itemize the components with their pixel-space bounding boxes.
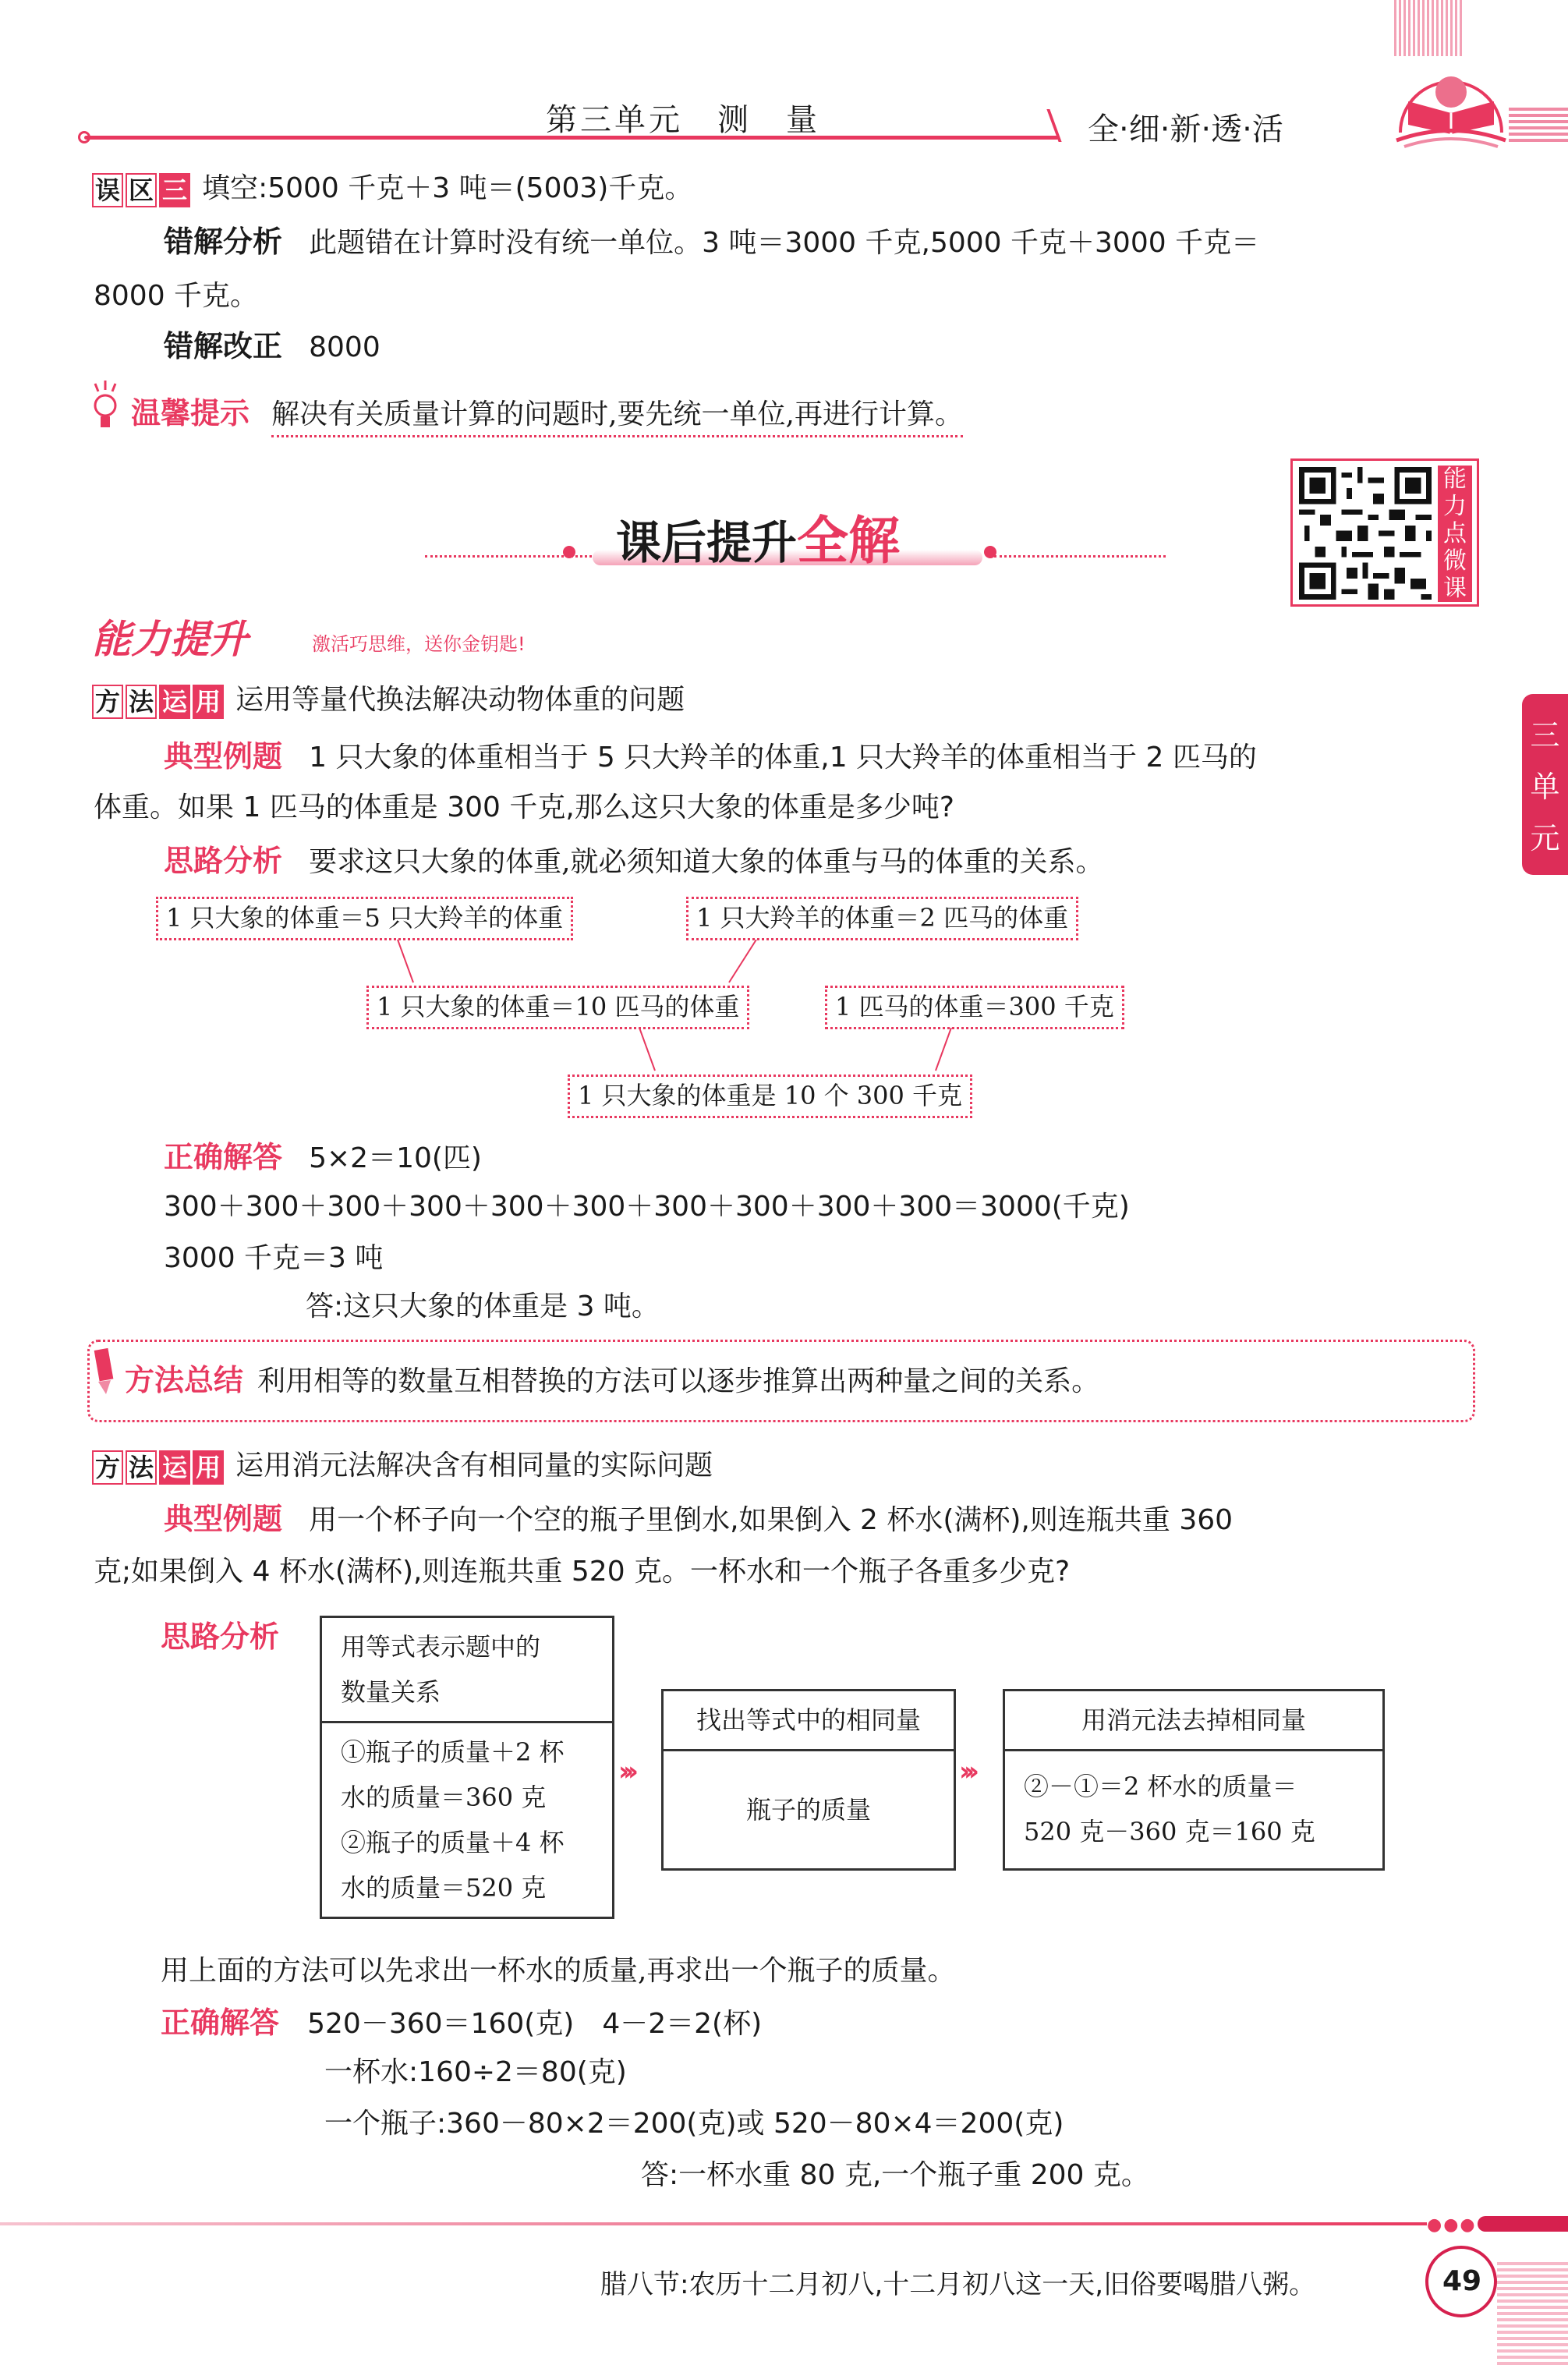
answer-line: 3000 千克＝3 吨 (164, 1242, 384, 1274)
flow-column-1 (320, 1616, 614, 1919)
page-number: 49 (1442, 2265, 1482, 2297)
method2-answer-row (161, 2006, 762, 2041)
flow-text: 520 克－360 克＝160 克 (1024, 1817, 1315, 1846)
example-text: 1 只大象的体重相当于 5 只大羚羊的体重,1 只大羚羊的体重相当于 2 匹马的 (309, 742, 1257, 774)
method2-title: 运用消元法解决含有相同量的实际问题 (235, 1450, 713, 1482)
answer-line: 300＋300＋300＋300＋300＋300＋300＋300＋300＋300＝3000(千克) (164, 1191, 1130, 1223)
thinking-label: 思路分析 (161, 1620, 280, 1654)
flow-column-body (1005, 1751, 1382, 1868)
method-tag-char: 方 (92, 685, 123, 719)
unit-side-tab[interactable] (1522, 694, 1568, 875)
flow-column-body: 瓶子的质量 (745, 1795, 871, 1825)
double-chevron-right-icon: ››› (618, 1756, 633, 1787)
tip-row (131, 396, 963, 432)
footer-bar (1478, 2216, 1568, 2232)
flow-result-box: 1 只大象的体重是 10 个 300 千克 (568, 1075, 972, 1118)
method2-heading (92, 1447, 713, 1485)
banner-line-right (994, 555, 1166, 558)
flow-column-header: 用消元法去掉相同量 (1005, 1691, 1382, 1751)
double-chevron-right-icon: ››› (959, 1756, 974, 1787)
footer-stripes (1497, 2261, 1568, 2365)
flow-text: 数量关系 (341, 1677, 441, 1707)
analysis-text: 此题错在计算时没有统一单位。3 吨＝3000 千克,5000 千克＋3000 千克＝ (309, 227, 1260, 259)
flow-text: 水的质量＝520 克 (341, 1873, 547, 1903)
banner-title-black: 课后提升 (616, 516, 798, 569)
example-label: 典型例题 (164, 739, 283, 774)
qr-label-char: 微 (1443, 547, 1467, 575)
answer-line: 520－360＝160(克) 4－2＝2(杯) (307, 2008, 763, 2040)
flow-column-3 (1003, 1689, 1385, 1871)
flow-text: ②瓶子的质量＋4 杯 (341, 1828, 565, 1857)
qr-code-icon[interactable] (1299, 467, 1432, 600)
qr-label-char: 能 (1443, 466, 1467, 493)
flow-column-header (322, 1618, 612, 1723)
method-tag-char: 方 (92, 1450, 123, 1485)
tip-label: 温馨提示 (131, 396, 250, 430)
qr-label-char: 力 (1443, 493, 1467, 520)
flow-text: ②－①＝2 杯水的质量＝ (1024, 1772, 1297, 1801)
method-tag-char: 运 (159, 685, 190, 719)
flow-connector (624, 1028, 1014, 1075)
ability-subtitle: 激活巧思维，送你金钥匙! (312, 633, 526, 655)
thinking-label: 思路分析 (164, 844, 283, 878)
flow-connector (374, 940, 780, 986)
mistake-tag-number: 三 (159, 173, 190, 207)
section-banner-title (616, 499, 900, 573)
flow-column-header: 找出等式中的相同量 (664, 1691, 954, 1751)
side-tab-char: 元 (1530, 821, 1560, 855)
flow-box: 1 只大象的体重＝5 只大羚羊的体重 (156, 897, 573, 940)
answer-final: 答:一杯水重 80 克,一个瓶子重 200 克。 (641, 2159, 1149, 2191)
bridge-text: 用上面的方法可以先求出一杯水的质量,再求出一个瓶子的质量。 (161, 1955, 956, 1987)
mistake-tag-char: 误 (92, 173, 123, 207)
method1-heading (92, 682, 685, 719)
method-tag-char: 法 (126, 685, 157, 719)
flow-column-body (322, 1723, 612, 1917)
footer-divider (0, 2222, 1427, 2225)
side-tab-char: 三 (1530, 718, 1560, 752)
example-text-cont: 克;如果倒入 4 杯水(满杯),则连瓶共重 520 克。一杯水和一个瓶子各重多少克? (94, 1556, 1071, 1588)
correction-row (164, 329, 380, 365)
method1-example-row (164, 739, 1257, 775)
footer-dots: ●●● (1427, 2215, 1477, 2235)
qr-label-char: 点 (1443, 520, 1467, 547)
mistake-question: 填空:5000 千克＋3 吨＝(5003)千克。 (202, 172, 693, 204)
answer-final: 答:这只大象的体重是 3 吨。 (306, 1290, 660, 1322)
example-label: 典型例题 (164, 1502, 283, 1536)
analysis-row (164, 225, 1259, 260)
method-tag-char: 法 (126, 1450, 157, 1485)
qr-label-char: 课 (1443, 575, 1467, 602)
answer-label: 正确解答 (164, 1140, 283, 1174)
example-text-cont: 体重。如果 1 匹马的体重是 300 千克,那么这只大象的体重是多少吨? (94, 791, 954, 823)
lightbulb-icon (87, 381, 123, 432)
method1-answer-row (164, 1140, 482, 1176)
header-slogan: 全·细·新·透·活 (1088, 112, 1283, 147)
flow-box: 1 匹马的体重＝300 千克 (825, 986, 1124, 1029)
side-tab-char: 单 (1530, 770, 1560, 804)
tip-text: 解决有关质量计算的问题时,要先统一单位,再进行计算。 (271, 398, 963, 437)
flow-text: 用等式表示题中的 (341, 1632, 541, 1662)
correction-label: 错解改正 (164, 329, 283, 363)
thinking-text: 要求这只大象的体重,就必须知道大象的体重与马的体重的关系。 (309, 846, 1104, 878)
summary-text: 利用相等的数量互相替换的方法可以逐步推算出两种量之间的关系。 (257, 1365, 1100, 1397)
flow-text: ①瓶子的质量＋2 杯 (341, 1737, 565, 1767)
qr-label (1438, 466, 1472, 602)
mistake-question-row (92, 170, 692, 207)
method1-thinking-row (164, 844, 1104, 880)
answer-line: 一个瓶子:360－80×2＝200(克)或 520－80×4＝200(克) (324, 2108, 1064, 2140)
flow-column-2 (661, 1689, 956, 1871)
header-stripes (1509, 108, 1568, 142)
mistake-tag-char: 区 (126, 173, 157, 207)
correction-value: 8000 (309, 331, 380, 363)
summary-label: 方法总结 (125, 1363, 244, 1397)
method-tag-char: 用 (193, 1450, 224, 1485)
analysis-text-cont: 8000 千克。 (94, 280, 259, 312)
flow-box: 1 只大象的体重＝10 匹马的体重 (366, 986, 749, 1029)
banner-dot-right (984, 546, 996, 558)
method2-example-row (164, 1502, 1233, 1538)
banner-dot-left (563, 546, 575, 558)
unit-title: 第三单元 测 量 (546, 102, 820, 138)
method-tag-char: 用 (193, 685, 224, 719)
flow-text: 水的质量＝360 克 (341, 1783, 547, 1812)
flow-box: 1 只大羚羊的体重＝2 匹马的体重 (686, 897, 1078, 940)
method-tag-char: 运 (159, 1450, 190, 1485)
pencil-icon (90, 1347, 119, 1396)
banner-title-pink: 全解 (797, 511, 901, 571)
footer-trivia: 腊八节:农历十二月初八,十二月初八这一天,旧俗要喝腊八粥。 (600, 2269, 1316, 2300)
answer-line: 5×2＝10(匹) (309, 1142, 482, 1174)
reading-hedgehog-logo-icon (1393, 47, 1510, 148)
example-text: 用一个杯子向一个空的瓶子里倒水,如果倒入 2 杯水(满杯),则连瓶共重 360 (309, 1504, 1234, 1536)
ability-title: 能力提升 (92, 617, 248, 662)
answer-label: 正确解答 (161, 2006, 280, 2040)
qr-code-panel[interactable] (1290, 458, 1479, 607)
summary-row (125, 1363, 1099, 1399)
answer-line: 一杯水:160÷2＝80(克) (324, 2056, 627, 2088)
analysis-label: 错解分析 (164, 225, 283, 259)
method1-title: 运用等量代换法解决动物体重的问题 (235, 684, 685, 716)
